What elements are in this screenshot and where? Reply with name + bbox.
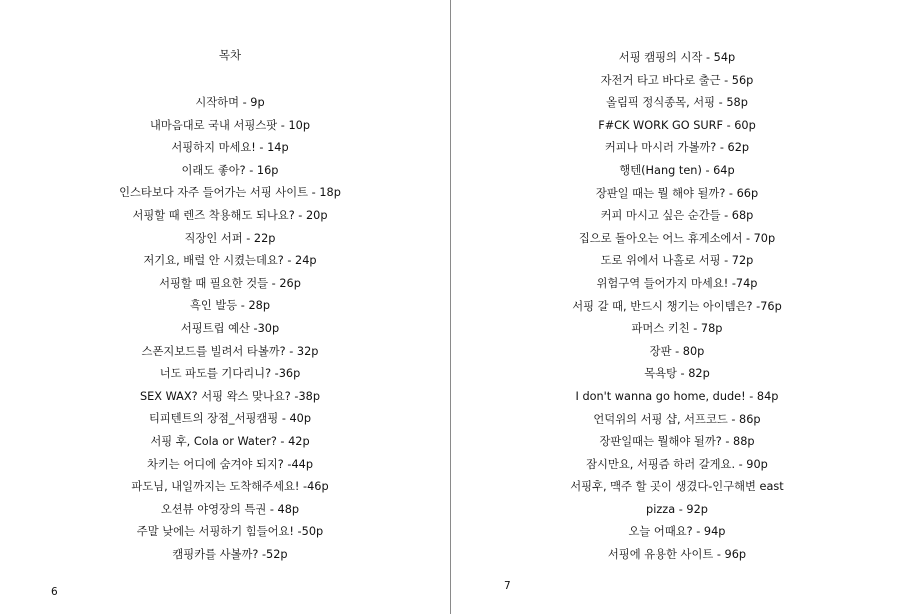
right-page [452,0,900,614]
toc-list-left [0,92,460,566]
toc-entry: 장판 - 80p [649,344,705,358]
toc-entry: 시작하며 - 9p [195,96,265,109]
toc-entry: 서핑할 때 필요한 것들 - 26p [159,276,301,290]
toc-entry: F#CK WORK GO SURF - 60p [598,118,756,132]
toc-entry: 서핑트립 예산 -30p [180,321,280,335]
toc-entry: I don't wanna go home, dude! - 84p [575,389,779,403]
toc-entry: 잠시만요, 서핑즘 하러 갈게요. - 90p [586,457,768,471]
toc-entry: 서핑 갈 때, 반드시 챙기는 아이템은? -76p [572,299,782,313]
toc-entry: 커피 마시고 싶은 순간들 - 68p [600,209,754,223]
toc-entry: 자전거 타고 바다로 출근 - 56p [600,73,754,87]
toc-entry: 장판일 때는 뭘 해야 될까? - 66p [595,186,759,200]
toc-entry: 서핑하지 마세요! - 14p [171,141,289,155]
toc-entry: 올림픽 정식종목, 서핑 - 58p [606,96,748,110]
toc-entry: 인스타보다 자주 들어가는 서핑 사이트 - 18p [119,186,341,200]
toc-entry: 집으로 돌아오는 어느 휴게소에서 - 70p [578,231,776,245]
toc-entry: 서핑 후, Cola or Water? - 42p [150,434,310,448]
toc-entry: 스폰지보드를 빌려서 타볼까? - 32p [141,344,319,358]
toc-entry: 오늘 어때요? - 94p [628,525,726,539]
toc-entry: 내마음대로 국내 서핑스팟 - 10p [149,118,311,132]
toc-title: 목차 [218,48,242,62]
toc-entry: pizza - 92p [646,502,708,516]
toc-entry: 오션뷰 야영장의 특권 - 48p [160,502,300,516]
toc-entry: SEX WAX? 서핑 왁스 맞나요? -38p [139,389,321,403]
toc-entry: 이래도 좋아? - 16p [181,163,279,177]
toc-entry: 저기요, 배럴 안 시켰는데요? - 24p [143,254,317,268]
toc-entry: 위험구역 들어가지 마세요! -74p [596,276,758,290]
page-number-right: 7 [504,580,511,592]
toc-entry: 커피나 마시러 가볼까? - 62p [604,141,750,155]
toc-entry: 직장인 서퍼 - 22p [184,231,276,245]
page-divider [450,0,451,614]
toc-entry: 서핑 캠핑의 시작 - 54p [618,51,736,64]
page-number-left: 6 [51,586,58,598]
toc-entry: 파머스 키친 - 78p [631,322,723,336]
toc-entry: 장판일때는 뭘해야 될까? - 88p [599,435,755,449]
toc-entry: 캠핑카를 사볼까? -52p [172,547,288,561]
toc-entry: 흑인 발등 - 28p [189,299,271,313]
toc-entry: 서핑에 유용한 사이트 - 96p [607,548,747,562]
toc-entry: 서핑할 때 렌즈 착용해도 되나요? - 20p [132,208,328,222]
toc-entry: 파도님, 내일까지는 도착해주세요! -46p [131,480,329,494]
toc-entry: 티피텐트의 장점_서핑캠핑 - 40p [148,412,312,426]
toc-entry: 도로 위에서 나홀로 서핑 - 72p [600,254,754,268]
toc-entry: 행텐(Hang ten) - 64p [619,163,735,177]
toc-entry: 차키는 어디에 숨겨야 되지? -44p [146,457,314,471]
toc-list-right [452,47,900,567]
toc-entry: 주말 낮에는 서핑하기 힘들어요! -50p [136,525,324,539]
toc-entry: 언덕위의 서핑 샵, 서프코드 - 86p [593,412,761,426]
toc-entry: 목욕탕 - 82p [644,367,710,381]
toc-entry: 서핑후, 맥주 할 곳이 생겼다-인구해변 east [570,480,784,494]
toc-entry: 너도 파도를 기다리니? -36p [159,367,301,381]
